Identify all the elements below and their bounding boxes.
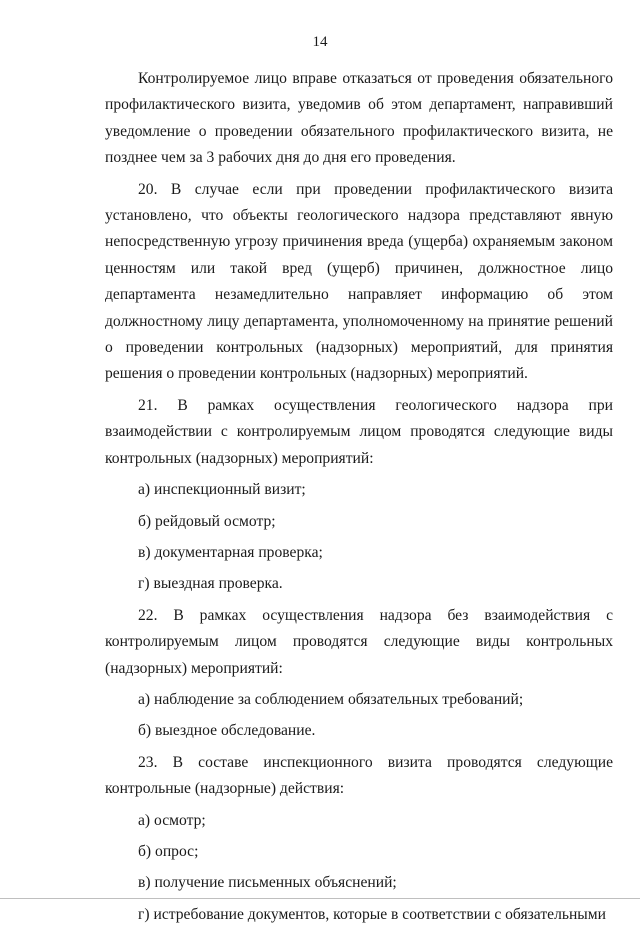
document-body	[105, 66, 613, 928]
list-item: а) осмотр;	[138, 811, 206, 829]
paragraph-22: 22. В рамках осуществления надзора без взаимодействия с контролируемым лицом проводятся следующие виды контрольных (надзорных) мероприятий:	[105, 606, 613, 677]
list-item: б) выездное обследование.	[138, 722, 316, 740]
list-item: в) получение письменных объяснений;	[138, 874, 397, 892]
list-item: б) опрос;	[138, 842, 199, 860]
page-number: 14	[312, 34, 328, 50]
list-item: а) инспекционный визит;	[138, 481, 306, 499]
list-item: б) рейдовый осмотр;	[138, 512, 276, 530]
paragraph-20: 20. В случае если при проведении профилактического визита установлено, что объекты геологического надзора представляют явную непосредственную угрозу причинения вреда (ущерба) охраняемым законом ценностям или такой вред (ущерб) причинен, должностное лицо департамента незамедлительно направляет информацию об этом должностному лицу департамента, уполномоченному на принятие решений о проведении контрольных (надзорных) мероприятий, для принятия решения о проведении контрольных (надзорных) мероприятий.	[105, 180, 613, 383]
list-item: а) наблюдение за соблюдением обязательных требований;	[138, 690, 524, 708]
list-item: г) выездная проверка.	[138, 575, 283, 593]
paragraph-21: 21. В рамках осуществления геологического надзора при взаимодействии с контролируемым лицом проводятся следующие виды контрольных (надзорных) мероприятий:	[105, 396, 613, 467]
list-item: в) документарная проверка;	[138, 543, 323, 561]
paragraph-23-g: г) истребование документов, которые в соответствии с обязательными	[138, 905, 606, 923]
paragraph-refusal: Контролируемое лицо вправе отказаться от проведения обязательного профилактического визита, уведомив об этом департамент, направивший уведомление о проведении обязательного профилактического визита, не позднее чем за 3 рабочих дня до дня его проведения.	[105, 70, 613, 167]
page-edge-divider	[0, 898, 640, 899]
paragraph-23: 23. В составе инспекционного визита проводятся следующие контрольные (надзорные) действия:	[105, 753, 613, 798]
